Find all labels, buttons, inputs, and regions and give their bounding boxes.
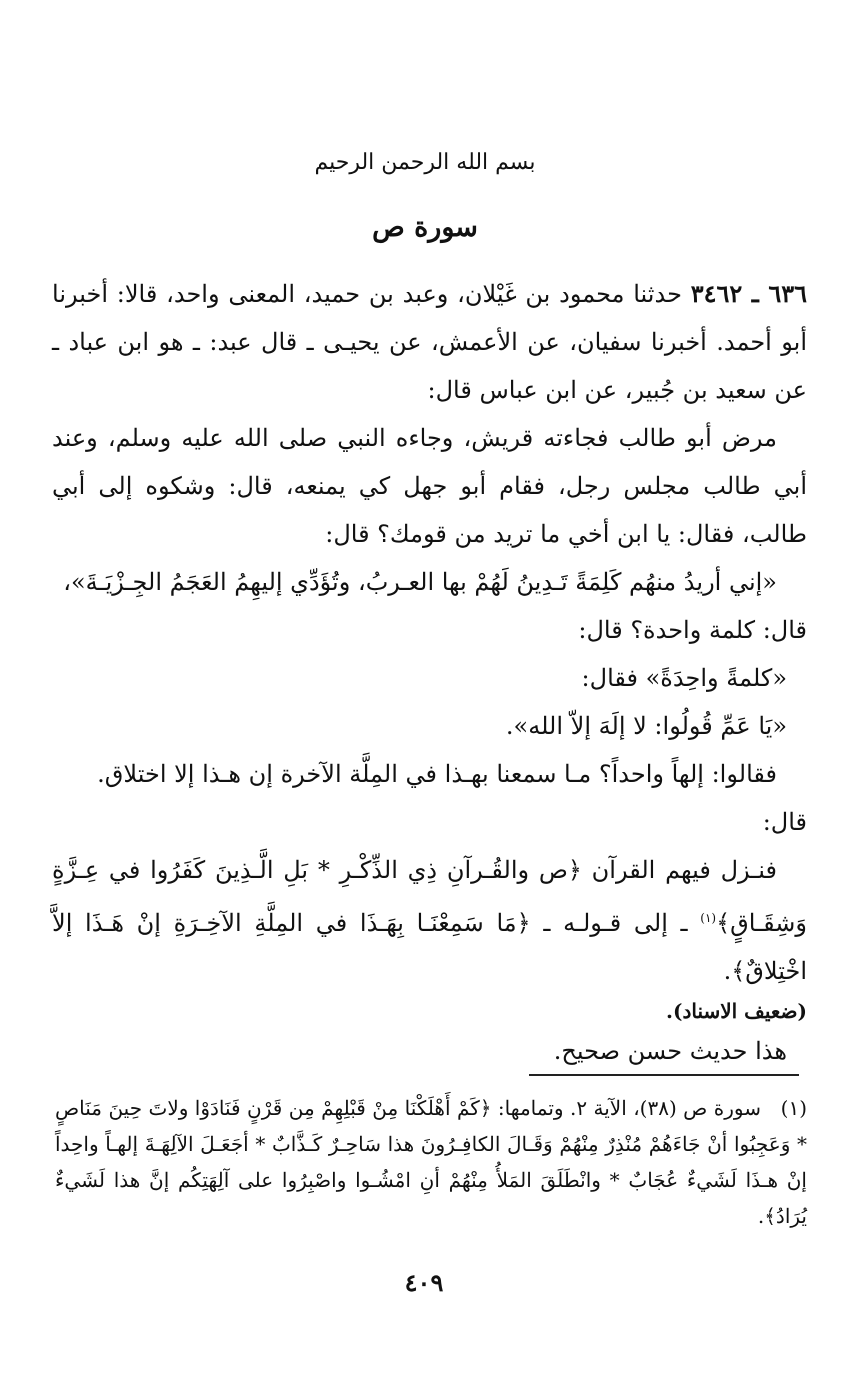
page-number: ٤٠٩ (404, 1268, 444, 1297)
quran-quote-part-1: فنـزل فيهم القرآن ﴿ص والقُـرآنِ ذِي الذِّكْـرِ * بَلِ الَّـذِينَ كَفَرُوا في عِـزَّةٍ وَشِقَـاقٍ﴾ (52, 856, 807, 937)
footnote-number: (١) (780, 1096, 807, 1120)
basmala-text: بسم الله الرحمن الرحيم (314, 150, 536, 175)
hadith-isnad: حدثنا محمود بن غَيْلان، وعبد بن حميد، المعنى واحد، قالا: أخبرنا أبو أحمد. أخبرنا سفيان، عن الأعمش، عن يحيـى ـ قال عبد: ـ هو ابن عباد ـ عن سعيد بن جُبير، عن ابن عباس قال: (52, 280, 807, 404)
hadith-paragraph-1: مرض أبو طالب فجاءته قريش، وجاءه النبي صلى الله عليه وسلم، وعند أبي طالب مجلس رجل، فقام أبو جهل كي يمنعه، قال: وشكوه إلى أبي طالب، فقال: يا ابن أخي ما تريد من قومك؟ قال: (52, 424, 807, 548)
hadith-quote-2: «كلمةً واحِدَةً» فقال: (581, 664, 787, 692)
footnote-text: سورة ص (٣٨)، الآية ٢. وتمامها: ﴿كَمْ أَهْلَكْنَا مِنْ قَبْلِهِمْ مِن قَرْنٍ فَنَادَوْا ولاتَ حِينَ مَنَاصٍ * وَعَجِبُوا أنْ جَاءَهُمْ مُنْذِرٌ مِنْهُمْ وَقَـالَ الكافِـرُونَ هذا سَاحِـرٌ كَـذَّابٌ * أجَعَـلَ الآلِهَـةَ إلهـاً واحِداً إنْ هـذَا لَشَيءٌ عُجَابٌ * وانْطَلَقَ المَلأُ مِنْهُمْ أنِ امْشُـوا واصْبِرُوا على آلِهَتِكُم إنَّ هذا لَشَيءٌ يُرَادُ﴾. (55, 1096, 807, 1228)
hadith-quote-1: «إني أريدُ منهُم كَلِمَةً تَـدِينُ لَهُمْ بها العـربُ، وتُؤَدِّي إليهِمُ العَجَمُ الجِـزْيَـةَ»، (63, 568, 777, 596)
surah-title: سورة ص (372, 212, 478, 243)
footnote (55, 1090, 807, 1234)
hadith-isnad-paragraph (52, 270, 807, 414)
basmala-heading (250, 150, 600, 175)
hadith-body (52, 270, 807, 1075)
hadith-line-3: قال: (762, 808, 807, 836)
quran-quote-part-2: ـ إلى قـولـه ـ ﴿مَا سَمِعْنَـا بِهَـذَا في المِلَّةِ الآخِـرَةِ إنْ هَـذَا إلاَّ اخْتِلاقٌ﴾. (52, 909, 807, 985)
hadith-paragraph-3 (52, 846, 807, 995)
hadith-line-2: قال: كلمة واحدة؟ قال: (578, 616, 807, 644)
hadith-grade: (ضعيف الاسناد). (666, 999, 807, 1023)
footnote-marker[interactable]: (١) (700, 911, 717, 925)
hadith-verdict: هذا حديث حسن صحيح. (553, 1037, 787, 1065)
hadith-quote-3: «يَا عَمِّ قُولُوا: لا إلَهَ إلاّ الله». (505, 712, 787, 740)
footnote-divider (529, 1074, 799, 1076)
hadith-number: ٦٣٦ ـ ٣٤٦٢ (690, 279, 807, 308)
hadith-paragraph-2: فقالوا: إلهاً واحداً؟ مـا سمعنا بهـذا في المِلَّة الآخرة إن هـذا إلا اختلاق. (97, 760, 777, 788)
